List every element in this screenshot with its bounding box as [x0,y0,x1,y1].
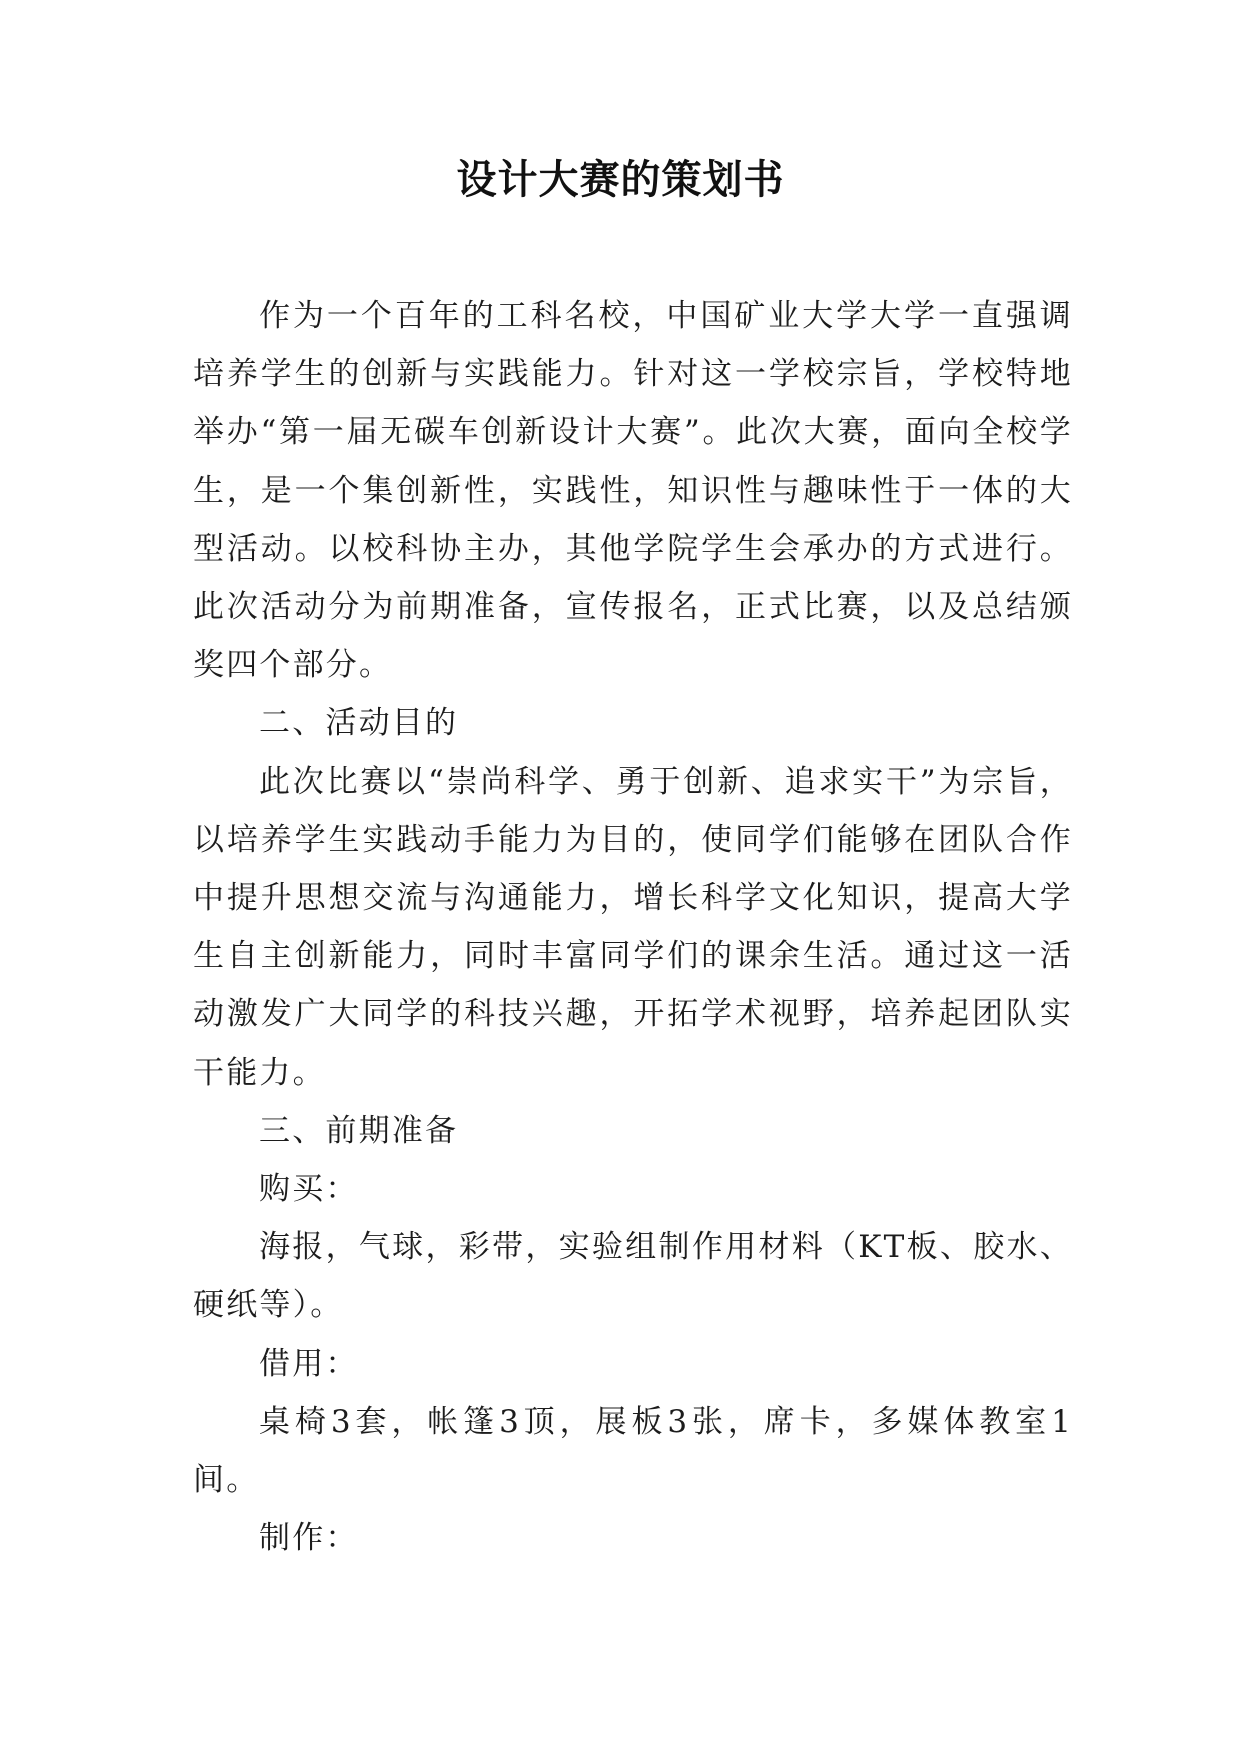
purchase-items: 海报，气球，彩带，实验组制作用材料（KT板、胶水、硬纸等）。 [193,1229,1073,1324]
document-title: 设计大赛的策划书 [456,156,785,203]
section-heading-preparation: 三、前期准备 [259,1112,459,1149]
section-heading-purpose: 二、活动目的 [259,705,459,742]
make-label: 制作： [259,1520,359,1557]
document-body [193,287,1073,1567]
borrow-label: 借用： [259,1345,359,1382]
borrow-items: 桌椅3套，帐篷3顶，展板3张，席卡，多媒体教室1间。 [193,1403,1073,1499]
purpose-paragraph: 此次比赛以“崇尚科学、勇于创新、追求实干”为宗旨，以培养学生实践动手能力为目的，使同学们能够在团队合作中提升思想交流与沟通能力，增长科学文化知识，提高大学生自主创新能力，同时丰富同学们的课余生活。通过这一活动激发广大同学的科技兴趣，开拓学术视野，培养起团队实干能力。 [193,763,1073,1091]
intro-paragraph: 作为一个百年的工科名校，中国矿业大学大学一直强调培养学生的创新与实践能力。针对这一学校宗旨，学校特地举办“第一届无碳车创新设计大赛”。此次大赛，面向全校学生，是一个集创新性，实践性，知识性与趣味性于一体的大型活动。以校科协主办，其他学院学生会承办的方式进行。此次活动分为前期准备，宣传报名，正式比赛，以及总结颁奖四个部分。 [193,298,1073,684]
purchase-label: 购买： [259,1171,359,1208]
